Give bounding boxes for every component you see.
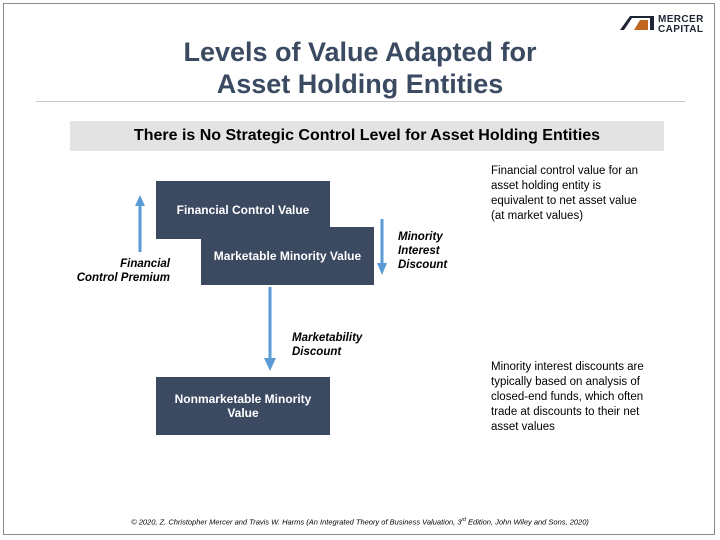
label-line: Marketability — [292, 332, 363, 344]
marketability-discount-arrow — [264, 287, 276, 371]
note-line: Minority interest discounts are — [491, 361, 644, 373]
slide-title-line-2: Asset Holding Entities — [216, 69, 504, 99]
minority-discount-note — [491, 360, 666, 435]
note-line: equivalent to net asset value — [491, 195, 637, 207]
note-line: (at market values) — [491, 210, 584, 222]
logo-line-2: CAPITAL — [658, 24, 704, 35]
minority-interest-discount-label — [398, 230, 478, 272]
copyright-footer — [0, 517, 720, 527]
marketable-minority-value-box: Marketable Minority Value — [201, 227, 374, 285]
note-line: asset holding entity is — [491, 180, 601, 192]
minority-interest-discount-arrow — [377, 219, 387, 275]
logo-line-1: MERCER — [658, 14, 704, 25]
financial-control-premium-arrow — [135, 195, 145, 252]
note-line: closed-end funds, which often — [491, 391, 644, 403]
financial-control-note — [491, 164, 666, 224]
note-line: trade at discounts to their net — [491, 406, 640, 418]
slide-title-line-1: Levels of Value Adapted for — [183, 37, 537, 67]
footer-text: © 2020, Z. Christopher Mercer and Travis W. Harms (An Integrated Theory of Business Valuation, 3 — [131, 517, 462, 527]
note-line: typically based on analysis of — [491, 376, 640, 388]
financial-control-premium-label — [60, 257, 170, 285]
label-line: Minority — [398, 231, 443, 243]
label-line: Interest — [398, 245, 440, 257]
nonmarketable-minority-value-box: Nonmarketable Minority Value — [156, 377, 330, 435]
label-line: Discount — [398, 259, 448, 271]
note-line: Financial control value for an — [491, 165, 639, 177]
footer-superscript: rd — [461, 517, 466, 523]
label-line: Discount — [292, 346, 342, 358]
label-line: Financial — [120, 258, 170, 270]
subtitle-banner: There is No Strategic Control Level for Asset Holding Entities — [70, 121, 664, 151]
label-line: Control Premium — [76, 272, 170, 284]
footer-text-end: Edition, John Wiley and Sons, 2020) — [465, 517, 589, 527]
financial-control-value-box: Financial Control Value — [156, 181, 330, 239]
note-line: asset values — [491, 421, 555, 433]
marketability-discount-label — [292, 331, 392, 359]
